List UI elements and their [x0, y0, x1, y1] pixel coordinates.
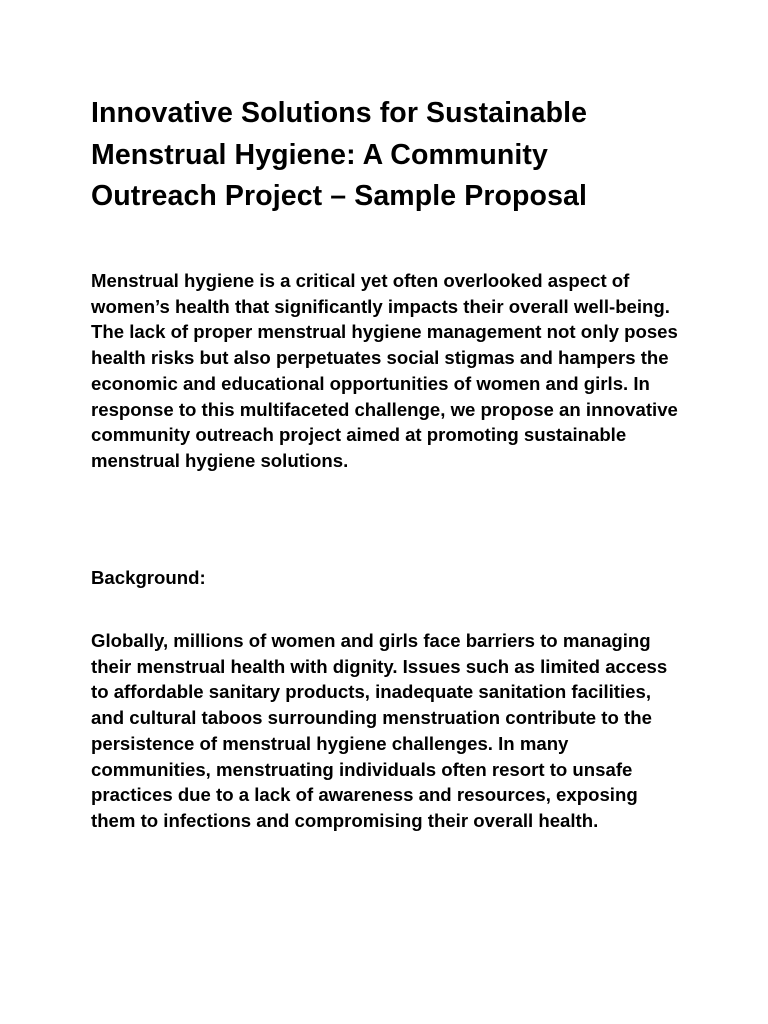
background-paragraph: Globally, millions of women and girls face barriers to managing their menstrual health with dignity. Issues such as limited access to affordable sanitary products, inadequate sanitation facilities, and cultural taboos surrounding menstruation contribute to the persistence of menstrual hygiene challenges. In many communities, menstruating individuals often resort to unsafe practices due to a lack of awareness and resources, exposing them to infections and compromising their overall health. [91, 630, 668, 831]
intro-paragraph: Menstrual hygiene is a critical yet often overlooked aspect of women’s health that significantly impacts their overall well-being. The lack of proper menstrual hygiene management not only poses health risks but also perpetuates social stigmas and hampers the economic and educational opportunities of women and girls. In response to this multifaceted challenge, we propose an innovative community outreach project aimed at promoting sustainable menstrual hygiene solutions. [91, 270, 678, 471]
background-heading: Background: [91, 567, 206, 588]
document-title: Innovative Solutions for Sustainable Menstrual Hygiene: A Community Outreach Project – Sample Proposal [91, 97, 588, 212]
